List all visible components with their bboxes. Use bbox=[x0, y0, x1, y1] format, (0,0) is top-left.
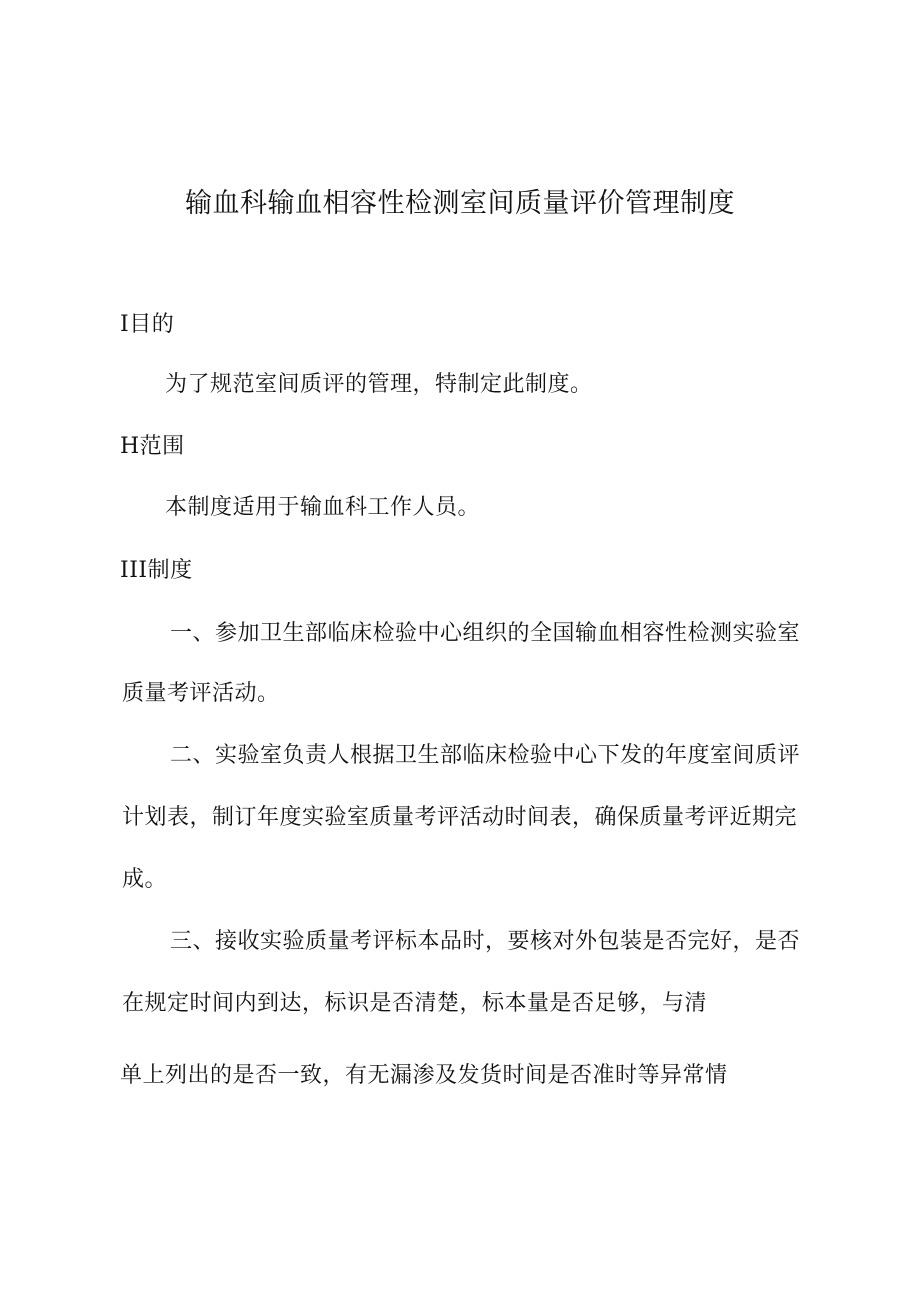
section-body-purpose: 为了规范室间质评的管理，特制定此制度。 bbox=[165, 372, 593, 397]
policy-item-3-line-2: 在规定时间内到达，标识是否清楚，标本量是否足够，与清 bbox=[122, 991, 708, 1016]
policy-item-2-line-2: 计划表，制订年度实验室质量考评活动时间表，确保质量考评近期完 bbox=[122, 805, 798, 830]
policy-item-1-line-1: 一、参加卫生部临床检验中心组织的全国输血相容性检测实验室 bbox=[170, 621, 801, 646]
document-title: 输血科输血相容性检测室间质量评价管理制度 bbox=[185, 188, 735, 219]
section-heading-policy: III制度 bbox=[120, 558, 193, 583]
policy-item-3-line-3: 单上列出的是否一致，有无漏渗及发货时间是否准时等异常情 bbox=[120, 1063, 728, 1088]
section-heading-scope: H范围 bbox=[120, 434, 185, 459]
policy-item-2-line-1: 二、实验室负责人根据卫生部临床检验中心下发的年度室间质评 bbox=[170, 743, 801, 768]
section-body-scope: 本制度适用于输血科工作人员。 bbox=[165, 495, 481, 520]
policy-item-1-line-2: 质量考评活动。 bbox=[122, 681, 280, 706]
section-heading-purpose: I目的 bbox=[120, 312, 175, 337]
policy-item-3-line-1: 三、接收实验质量考评标本品时，要核对外包装是否完好，是否 bbox=[170, 929, 801, 954]
policy-item-2-line-3: 成。 bbox=[122, 867, 168, 892]
